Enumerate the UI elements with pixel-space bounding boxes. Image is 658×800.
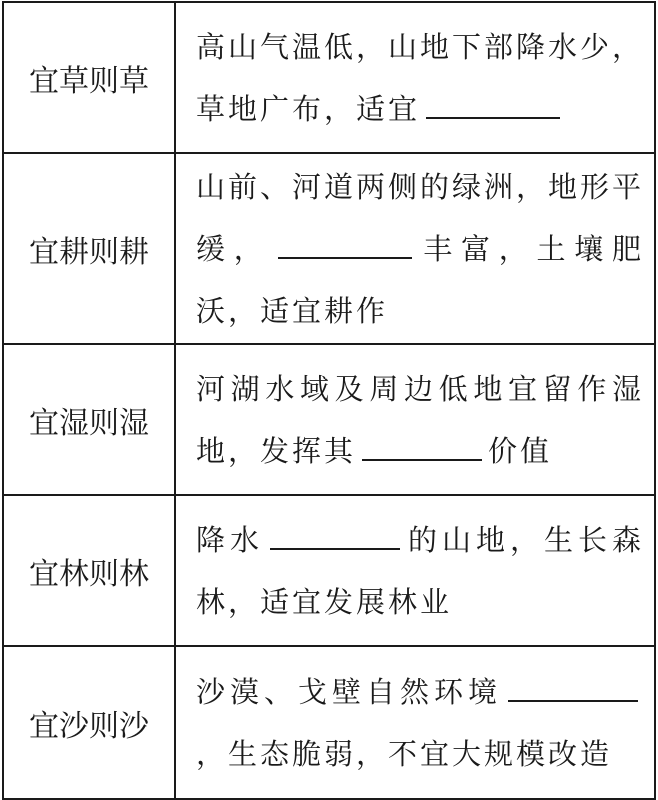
row-content	[175, 2, 655, 153]
row-content	[175, 153, 655, 344]
fill-in-blank[interactable]	[362, 431, 482, 461]
content-text: ，生态脆弱，不宜大规模改造	[196, 736, 613, 771]
table-row	[3, 646, 655, 799]
table-row	[3, 495, 655, 646]
fill-in-blank[interactable]	[270, 520, 400, 550]
table-row	[3, 2, 655, 153]
content-text: 河湖水域及周边低地宜留作湿地，发挥其	[196, 371, 644, 468]
table-row	[3, 344, 655, 495]
fill-in-blank[interactable]	[508, 672, 638, 702]
row-content	[175, 495, 655, 646]
fill-in-blank[interactable]	[278, 229, 412, 259]
content-text: 山前、河道两侧的绿洲，地形平缓，	[196, 169, 645, 266]
row-content	[175, 344, 655, 495]
content-text: 丰富，土壤肥沃，适宜耕作	[196, 231, 644, 328]
table-row	[3, 153, 655, 344]
row-label: 宜湿则湿	[3, 344, 175, 495]
content-text: 价值	[488, 433, 553, 468]
content-text: 高山气温低，山地下部降水少，草地广布，适宜	[196, 29, 645, 126]
row-label: 宜耕则耕	[3, 153, 175, 344]
row-label: 宜林则林	[3, 495, 175, 646]
content-text: 沙漠、戈壁自然环境	[196, 674, 502, 709]
row-label: 宜草则草	[3, 2, 175, 153]
content-text: 降水	[196, 522, 264, 557]
fill-in-blank[interactable]	[426, 89, 560, 119]
row-content	[175, 646, 655, 799]
content-text: 的山地，生长森林，适宜发展林业	[196, 522, 644, 619]
land-use-table	[2, 1, 656, 800]
row-label: 宜沙则沙	[3, 646, 175, 799]
